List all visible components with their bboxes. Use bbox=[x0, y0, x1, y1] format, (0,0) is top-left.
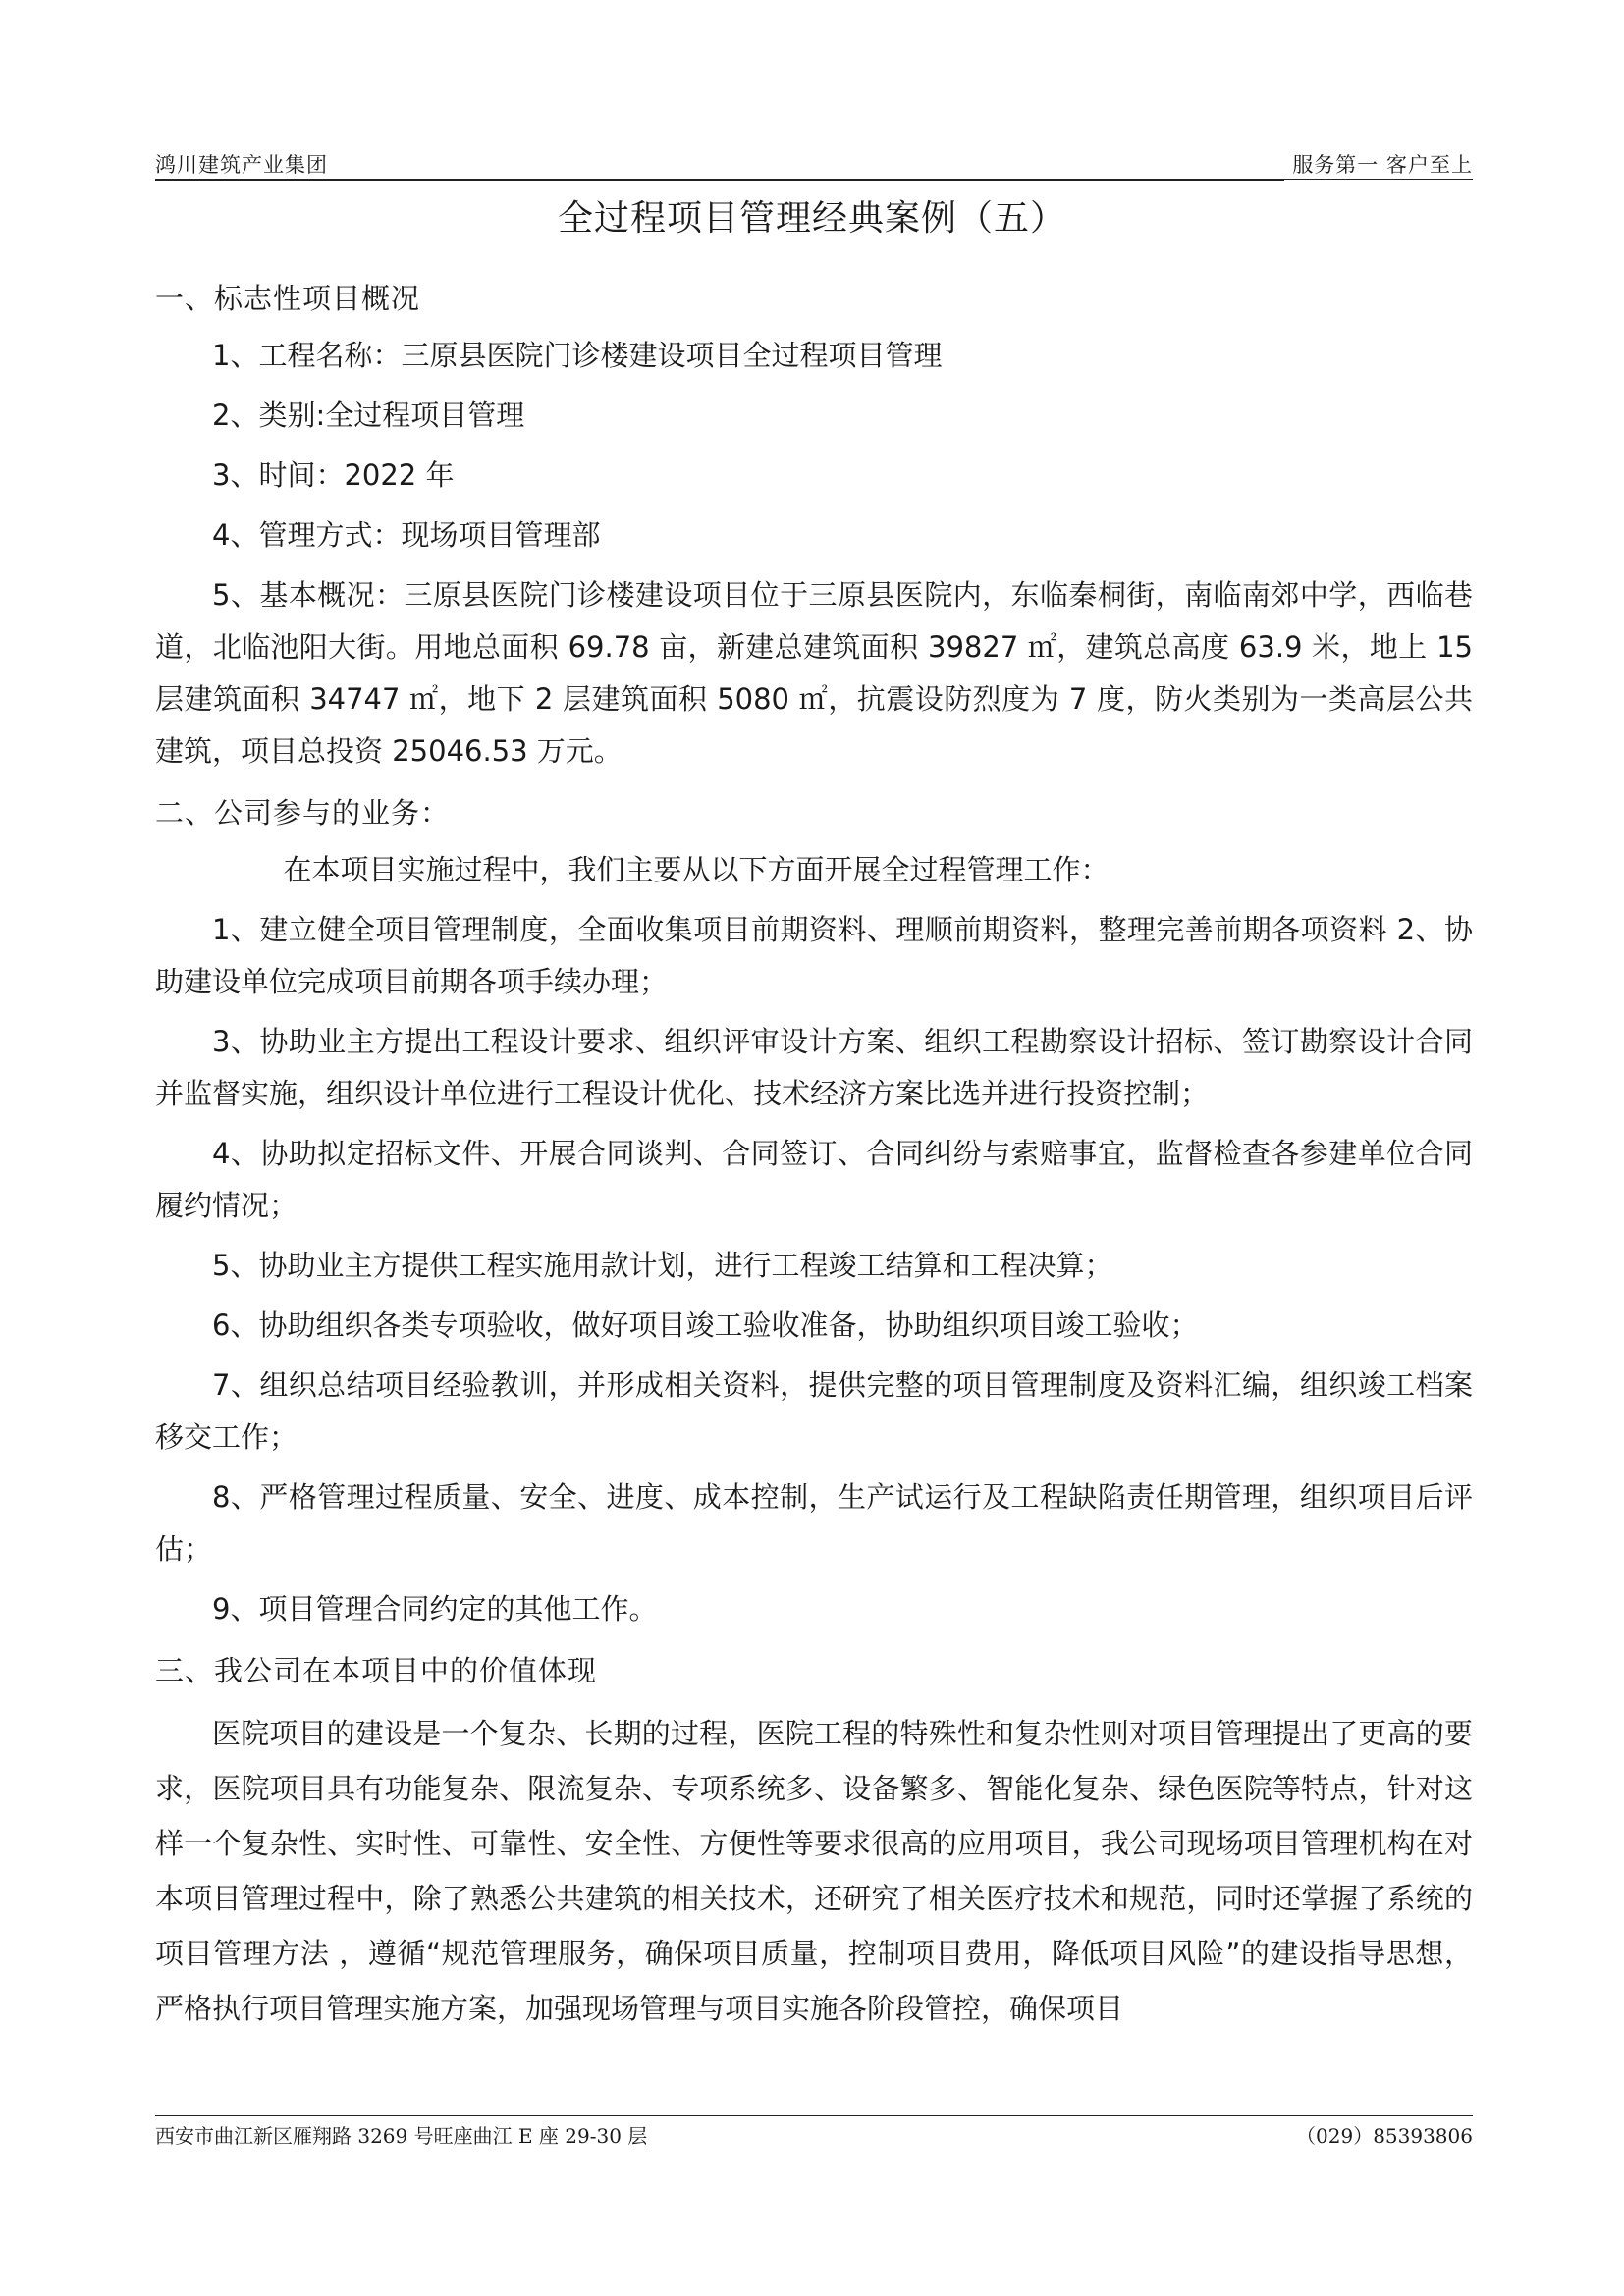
header-company-name: 鸿川建筑产业集团 bbox=[155, 153, 328, 177]
footer-divider bbox=[155, 2115, 1473, 2116]
service-item: 6、协助组织各类专项验收，做好项目竣工验收准备，协助组织项目竣工验收； bbox=[212, 1308, 1199, 1342]
service-item: 9、项目管理合同约定的其他工作。 bbox=[212, 1592, 658, 1626]
overview-item: 4、管理方式：现场项目管理部 bbox=[212, 518, 601, 552]
section-heading-value: 三、我公司在本项目中的价值体现 bbox=[155, 1654, 598, 1687]
header-divider bbox=[155, 179, 1284, 181]
header-slogan: 服务第一 客户至上 bbox=[1292, 153, 1473, 177]
footer-phone: （029）85393806 bbox=[1296, 2124, 1473, 2148]
page-footer bbox=[155, 2120, 1473, 2150]
page-header bbox=[155, 147, 1473, 179]
service-item: 1、建立健全项目管理制度，全面收集项目前期资料、理顺前期资料，整理完善前期各项资料 2、协助建设单位完成项目前期各项手续办理； bbox=[155, 913, 1473, 998]
service-item: 3、协助业主方提出工程设计要求、组织评审设计方案、组织工程勘察设计招标、签订勘察设计合同并监督实施，组织设计单位进行工程设计优化、技术经济方案比选并进行投资控制； bbox=[155, 1025, 1473, 1110]
section-heading-services: 二、公司参与的业务： bbox=[155, 796, 451, 829]
overview-item: 2、类别:全过程项目管理 bbox=[212, 399, 525, 432]
service-item: 4、协助拟定招标文件、开展合同谈判、合同签订、合同纠纷与索赔事宜，监督检查各参建单位合同履约情况； bbox=[155, 1137, 1473, 1222]
document-body bbox=[155, 265, 1473, 2036]
service-item: 5、协助业主方提供工程实施用款计划，进行工程竣工结算和工程决算； bbox=[212, 1249, 1113, 1282]
overview-item: 1、工程名称：三原县医院门诊楼建设项目全过程项目管理 bbox=[212, 339, 943, 372]
section-heading-overview: 一、标志性项目概况 bbox=[155, 282, 421, 315]
footer-address: 西安市曲江新区雁翔路 3269 号旺座曲江 E 座 29-30 层 bbox=[155, 2124, 648, 2148]
overview-item: 5、基本概况：三原县医院门诊楼建设项目位于三原县医院内，东临秦桐街，南临南郊中学，西临巷道，北临池阳大街。用地总面积 69.78 亩，新建总建筑面积 39827 ㎡，建筑总高度 63.9 米，地上 15 层建筑面积 34747 ㎡，地下 2 层建筑面积 5080 ㎡，抗震设防烈度为 7 度，防火类别为一类高层公共建筑，项目总投资 25046.53 万元。 bbox=[155, 578, 1473, 768]
value-paragraph: 医院项目的建设是一个复杂、长期的过程，医院工程的特殊性和复杂性则对项目管理提出了更高的要求，医院项目具有功能复杂、限流复杂、专项系统多、设备繁多、智能化复杂、绿色医院等特点，针对这样一个复杂性、实时性、可靠性、安全性、方便性等要求很高的应用项目，我公司现场项目管理机构在对本项目管理过程中，除了熟悉公共建筑的相关技术，还研究了相关医疗技术和规范，同时还掌握了系统的项目管理方法 ，遵循“规范管理服务，确保项目质量，控制项目费用，降低项目风险”的建设指导思想，严格执行项目管理实施方案，加强现场管理与项目实施各阶段管控，确保项目 bbox=[155, 1717, 1473, 2025]
service-item: 8、严格管理过程质量、安全、进度、成本控制，生产试运行及工程缺陷责任期管理，组织项目后评估； bbox=[155, 1480, 1473, 1566]
header-divider-right bbox=[1284, 179, 1473, 180]
document-title: 全过程项目管理经典案例（五） bbox=[557, 198, 1066, 239]
overview-item: 3、时间：2022 年 bbox=[212, 458, 455, 492]
service-item: 7、组织总结项目经验教训，并形成相关资料，提供完整的项目管理制度及资料汇编，组织竣工档案移交工作； bbox=[155, 1368, 1473, 1454]
services-intro: 在本项目实施过程中，我们主要从以下方面开展全过程管理工作： bbox=[283, 853, 1110, 886]
